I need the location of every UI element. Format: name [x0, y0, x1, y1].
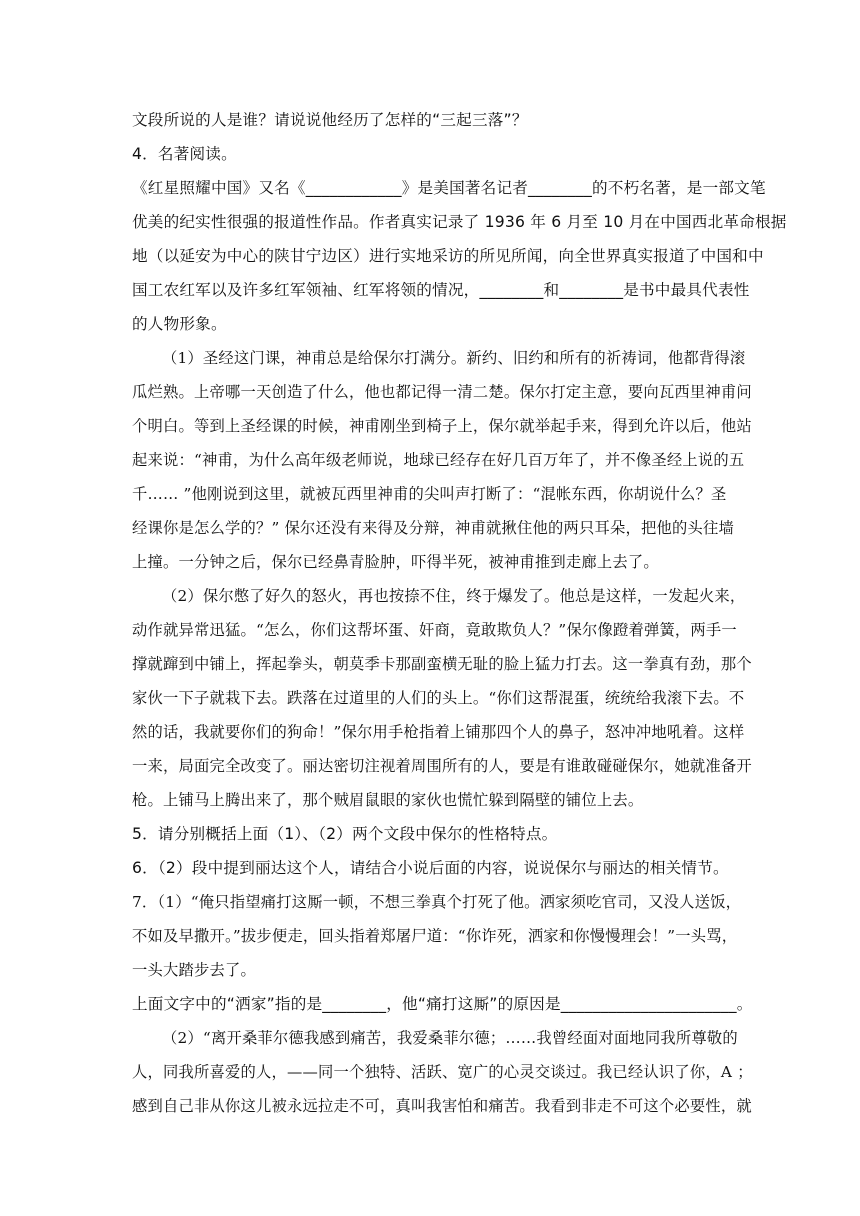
passage-1-line: 起来说：“神甫，为什么高年级老师说，地球已经存在好几百万年了，并不像圣经上说的五 — [132, 451, 745, 469]
document-page — [132, 103, 787, 1123]
passage-2-line: 撑就蹿到中铺上，挥起拳头，朝莫季卡那副蛮横无耻的脸上猛力打去。这一拳真有劲，那个 — [132, 655, 752, 673]
question-4-text-line: 的人物形象。 — [132, 315, 227, 333]
question-7-passage-2-line: （2）“离开桑菲尔德我感到痛苦，我爱桑菲尔德；……我曾经面对面地同我所尊敬的 — [162, 1029, 738, 1047]
question-4-heading: 4．名著阅读。 — [132, 145, 237, 163]
question-7-fill-in: 上面文字中的“洒家”指的是________，他“痛打这厮”的原因是______________________。 — [132, 995, 753, 1013]
passage-1-line: 经课你是怎么学的？” 保尔还没有来得及分辩，神甫就揪住他的两只耳朵，把他的头往墙 — [132, 519, 734, 537]
question-7-passage-1-line: 7．（1）“俺只指望痛打这厮一顿，不想三拳真个打死了他。洒家须吃官司，又没人送饭， — [132, 893, 742, 911]
question-7-passage-2-line: 感到自己非从你这儿被永远拉走不可，真叫我害怕和痛苦。我看到非走不可这个必要性，就 — [132, 1097, 752, 1115]
passage-1-line: 千…… ”他刚说到这里，就被瓦西里神甫的尖叫声打断了：“混帐东西，你胡说什么？圣 — [132, 485, 727, 503]
question-4-text-line: 优美的纪实性很强的报道性作品。作者真实记录了 1936 年 6 月至 10 月在中国西北革命根据 — [132, 213, 787, 231]
passage-1-line: 上撞。一分钟之后，保尔已经鼻青脸肿，吓得半死，被神甫推到走廊上去了。 — [132, 553, 659, 571]
passage-1-line: 瓜烂熟。上帝哪一天创造了什么，他也都记得一清二楚。保尔打定主意，要向瓦西里神甫问 — [132, 383, 752, 401]
question-3-prompt-tail: 文段所说的人是谁？请说说他经历了怎样的“三起三落”？ — [132, 111, 528, 129]
passage-2-line: （2）保尔憋了好久的怒火，再也按捺不住，终于爆发了。他总是这样，一发起火来， — [162, 587, 746, 605]
question-5: 5．请分别概括上面（1）、（2）两个文段中保尔的性格特点。 — [132, 825, 558, 843]
question-4-text-line: 地（以延安为中心的陕甘宁边区）进行实地采访的所见所闻，向全世界真实报道了中国和中 — [132, 247, 764, 265]
question-6: 6．（2）段中提到丽达这个人，请结合小说后面的内容，说说保尔与丽达的相关情节。 — [132, 859, 729, 877]
passage-2-line: 动作就异常迅猛。“怎么，你们这帮坏蛋、奸商，竟敢欺负人？”保尔像蹬着弹簧，两手一 — [132, 621, 737, 639]
question-7-passage-1-line: 不如及早撒开。”拔步便走，回头指着郑屠尸道：“你诈死，洒家和你慢慢理会！”一头骂， — [132, 927, 738, 945]
passage-2-line: 一来，局面完全改变了。丽达密切注视着周围所有的人，要是有谁敢碰碰保尔，她就准备开 — [132, 757, 752, 775]
question-7-passage-1-line: 一头大踏步去了。 — [132, 961, 256, 979]
passage-2-line: 家伙一下子就栽下去。跌落在过道里的人们的头上。“你们这帮混蛋，统统给我滚下去。不 — [132, 689, 745, 707]
passage-2-line: 枪。上铺马上腾出来了，那个贼眉鼠眼的家伙也慌忙躲到隔壁的铺位上去。 — [132, 791, 644, 809]
question-4-text-line: 《红星照耀中国》又名《____________》是美国著名记者________的不朽名著，是一部文笔 — [132, 179, 766, 197]
passage-1-line: （1）圣经这门课，神甫总是给保尔打满分。新约、旧约和所有的祈祷词，他都背得滚 — [162, 349, 746, 367]
question-7-passage-2-line: 人，同我所喜爱的人，——同一个独特、活跃、宽广的心灵交谈过。我已经认识了你，A ； — [132, 1063, 753, 1081]
question-4-text-line: 国工农红军以及许多红军领袖、红军将领的情况，________和________是书中最具代表性 — [132, 281, 750, 299]
passage-1-line: 个明白。等到上圣经课的时候，神甫刚坐到椅子上，保尔就举起手来，得到允许以后，他站 — [132, 417, 752, 435]
passage-2-line: 然的话，我就要你们的狗命！”保尔用手枪指着上铺那四个人的鼻子，怒冲冲地吼着。这样 — [132, 723, 745, 741]
